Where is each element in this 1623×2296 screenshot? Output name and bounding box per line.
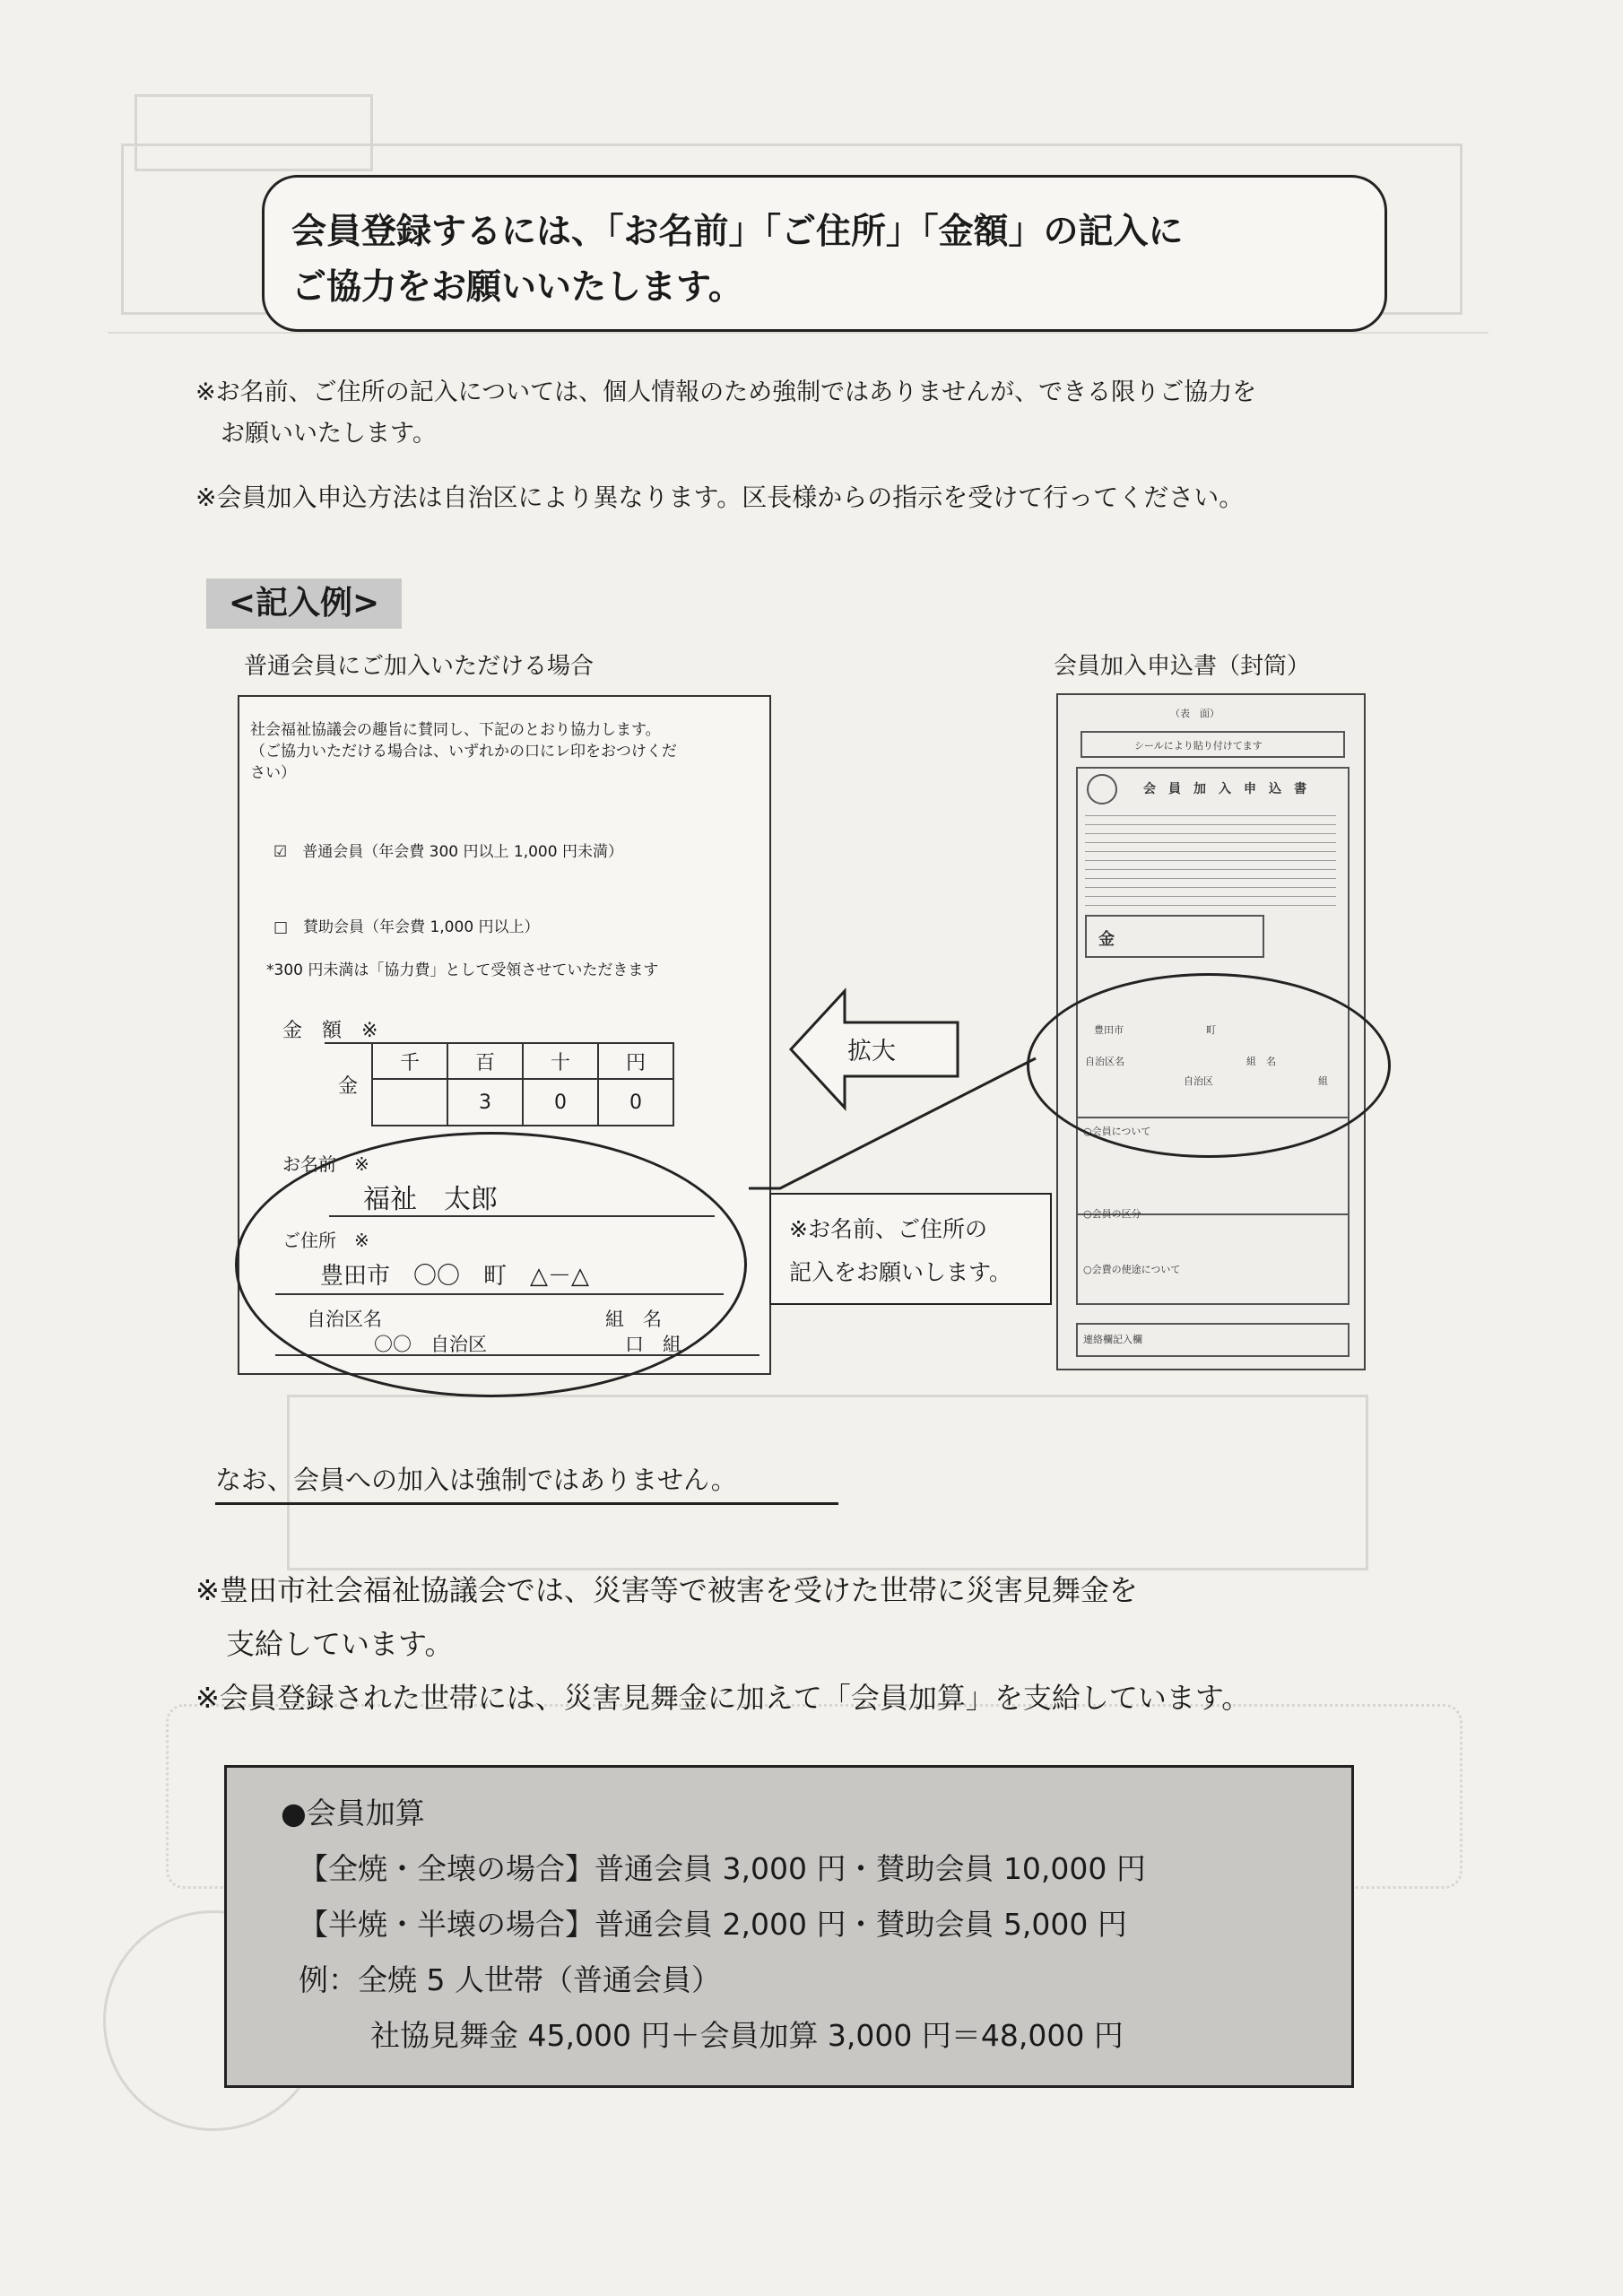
env-kinds: ○会員の区分: [1083, 1208, 1141, 1220]
group-label: 組 名: [605, 1309, 662, 1330]
bonus-half: 【半焼・半壊の場合】普通会員 2,000 円・賛助会員 5,000 円: [299, 1907, 1127, 1942]
amount-kin: 金: [325, 1043, 372, 1126]
relief-line-2: 支給しています。: [226, 1627, 454, 1661]
unit-hundred: 百: [447, 1043, 523, 1079]
bubble-line-1: ※お名前、ご住所の: [789, 1216, 987, 1242]
env-town: 町: [1206, 1024, 1216, 1036]
bonus-heading: ●会員加算: [281, 1796, 425, 1831]
bubble-pointer: [744, 1054, 1040, 1206]
method-note: ※会員加入申込方法は自治区により異なります。区長様からの指示を受けて行ってください。: [195, 483, 1245, 512]
env-about: ○会員について: [1083, 1126, 1151, 1137]
name-value: 福祉 太郎: [363, 1184, 498, 1215]
notice-underline: [215, 1502, 838, 1505]
env-seal: シールにより貼り付けてます: [1134, 740, 1263, 752]
privacy-note-line-1: ※お名前、ご住所の記入については、個人情報のため強制ではありませんが、できる限りご協力を: [195, 378, 1257, 406]
digit-hundred: 3: [447, 1079, 523, 1126]
amount-label: 金 額 ※: [282, 1020, 378, 1042]
not-mandatory-notice: なお、会員への加入は強制ではありません。: [215, 1465, 737, 1495]
unit-yen: 円: [598, 1043, 673, 1079]
form-highlight-ellipse: [235, 1132, 747, 1397]
option-note: *300 円未満は「協力費」として受領させていただきます: [266, 961, 659, 979]
env-district: 自治区名: [1085, 1056, 1124, 1067]
address-value: 豊田市 〇〇 町 △－△: [320, 1263, 589, 1290]
left-caption: 普通会員にご加入いただける場合: [244, 653, 595, 680]
name-address-bubble: [769, 1193, 1052, 1305]
env-title: 会 員 加 入 申 込 書: [1143, 782, 1306, 796]
bonus-full: 【全焼・全壊の場合】普通会員 3,000 円・賛助会員 10,000 円: [299, 1851, 1146, 1886]
envelope-highlight-ellipse: [1027, 973, 1391, 1158]
relief-line-1: ※豊田市社会福祉協議会では、災害等で被害を受けた世帯に災害見舞金を: [195, 1573, 1138, 1607]
form-intro-line-2: （ご協力いただける場合は、いずれかの口にレ印をおつけくだ: [250, 743, 677, 761]
district-label: 自治区名: [307, 1309, 382, 1330]
env-group: 組 名: [1246, 1056, 1276, 1067]
header-line-1: 会員登録するには、「お名前」「ご住所」「金額」の記入に: [291, 212, 1184, 252]
env-front: （表 面）: [1170, 708, 1219, 719]
digit-thousand: [372, 1079, 447, 1126]
env-logo-icon: [1087, 774, 1117, 804]
header-callout: [262, 175, 1387, 332]
example-label: <記入例>: [206, 578, 402, 629]
digit-ten: 0: [523, 1079, 598, 1126]
amount-table: [325, 1042, 674, 1126]
unit-ten: 十: [523, 1043, 598, 1079]
address-label: ご住所 ※: [282, 1230, 369, 1251]
env-kin: 金: [1098, 930, 1115, 949]
privacy-note-line-2: お願いいたします。: [221, 420, 437, 448]
group-value: 口 組: [625, 1334, 681, 1355]
env-text-lines: [1085, 807, 1336, 906]
right-caption: 会員加入申込書（封筒）: [1054, 653, 1311, 680]
option-regular: ☑ 普通会員（年会費 300 円以上 1,000 円未満）: [273, 843, 623, 861]
option-support: □ 賛助会員（年会費 1,000 円以上）: [273, 918, 540, 936]
relief-line-3: ※会員登録された世帯には、災害見舞金に加えて「会員加算」を支給しています。: [195, 1681, 1251, 1715]
bonus-example-label: 例：全焼 5 人世帯（普通会員）: [299, 1962, 721, 1997]
digit-yen: 0: [598, 1079, 673, 1126]
privacy-note: [195, 372, 1433, 455]
env-city: 豊田市: [1094, 1024, 1124, 1036]
district-value: 〇〇 自治区: [374, 1334, 487, 1355]
form-intro-line-1: 社会福祉協議会の趣旨に賛同し、下記のとおり協力します。: [250, 721, 661, 739]
bonus-example-calc: 社協見舞金 45,000 円＋会員加算 3,000 円＝48,000 円: [370, 2018, 1124, 2053]
env-group-suffix: 組: [1318, 1075, 1328, 1087]
bubble-line-2: 記入をお願いします。: [789, 1259, 1012, 1285]
member-bonus-box: [224, 1765, 1354, 2088]
header-line-2: ご協力をお願いいたします。: [291, 267, 743, 308]
unit-thousand: 千: [372, 1043, 447, 1079]
bubble-pointer-line: [749, 1058, 1036, 1188]
env-contact: 連絡欄記入欄: [1083, 1334, 1142, 1345]
env-usage: ○会費の使途について: [1083, 1264, 1181, 1275]
form-intro-line-3: さい）: [250, 764, 296, 782]
env-district-suffix: 自治区: [1184, 1075, 1213, 1087]
name-label: お名前 ※: [282, 1153, 369, 1175]
enlarge-label: 拡大: [847, 1038, 896, 1065]
